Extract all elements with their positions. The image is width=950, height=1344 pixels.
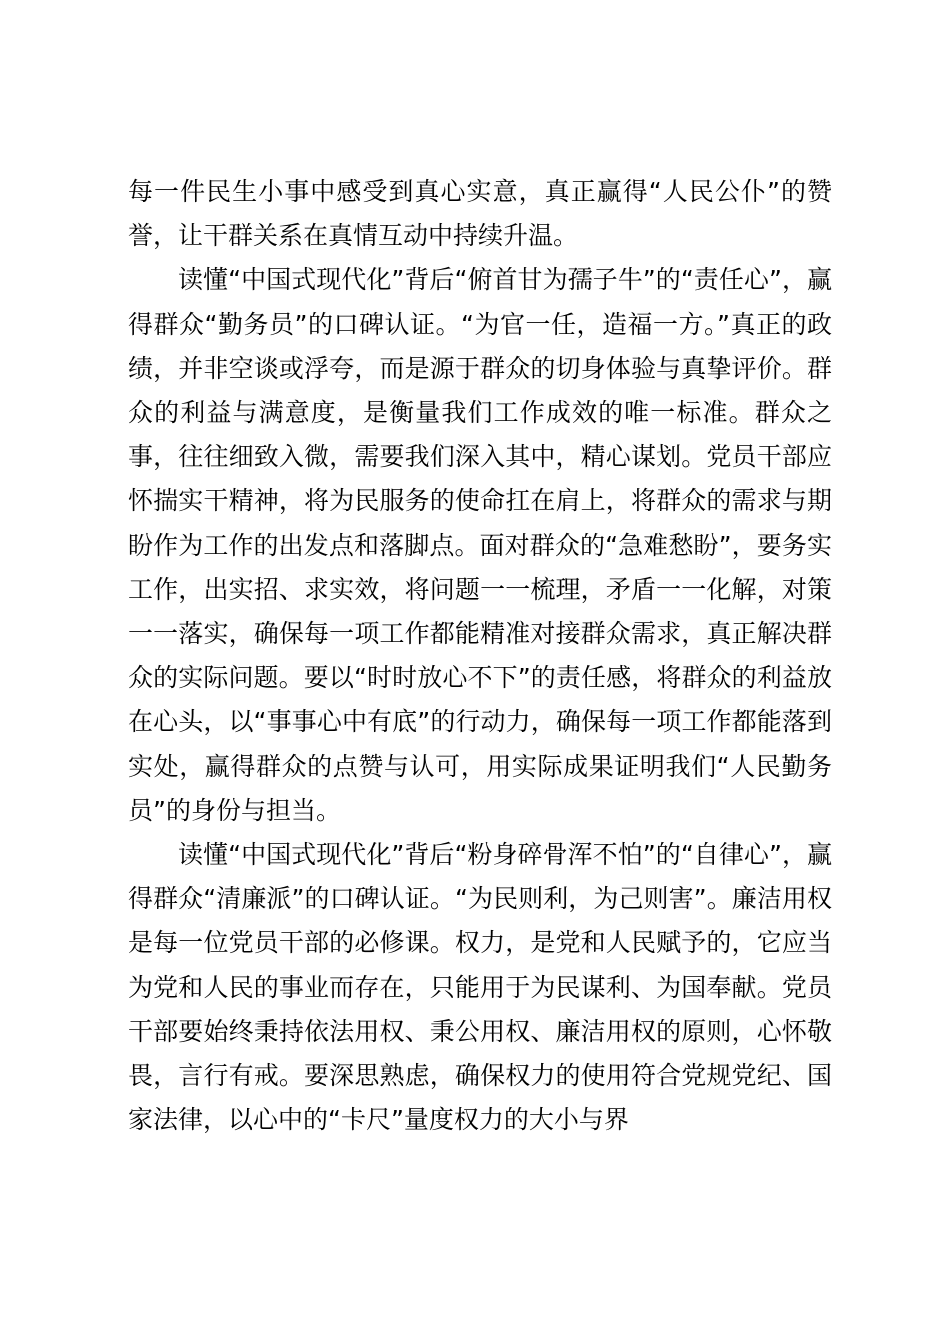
body-text [128,170,832,1142]
paragraph-self-discipline: 读懂“中国式现代化”背后“粉身碎骨浑不怕”的“自律心”，赢得群众“清廉派”的口碑认证。“为民则利，为己则害”。廉洁用权是每一位党员干部的必修课。权力，是党和人民赋予的，它应当为党和人民的事业而存在，只能用于为民谋利、为国奉献。党员干部要始终秉持依法用权、秉公用权、廉洁用权的原则，心怀敬畏，言行有戒。要深思熟虑，确保权力的使用符合党规党纪、国家法律，以心中的“卡尺”量度权力的大小与界 [128,840,832,1135]
paragraph-responsibility: 读懂“中国式现代化”背后“俯首甘为孺子牛”的“责任心”，赢得群众“勤务员”的口碑认证。“为官一任，造福一方。”真正的政绩，并非空谈或浮夸，而是源于群众的切身体验与真挚评价。群众的利益与满意度，是衡量我们工作成效的唯一标准。群众之事，往往细致入微，需要我们深入其中，精心谋划。党员干部应怀揣实干精神，将为民服务的使命扛在肩上，将群众的需求与期盼作为工作的出发点和落脚点。面对群众的“急难愁盼”，要务实工作，出实招、求实效，将问题一一梳理，矛盾一一化解，对策一一落实，确保每一项工作都能精准对接群众需求，真正解决群众的实际问题。要以“时时放心不下”的责任感，将群众的利益放在心头，以“事事心中有底”的行动力，确保每一项工作都能落到实处，赢得群众的点赞与认可，用实际成果证明我们“人民勤务员”的身份与担当。 [128,265,832,825]
paragraph-continuation: 每一件民生小事中感受到真心实意，真正赢得“人民公仆”的赞誉，让干群关系在真情互动中持续升温。 [128,177,832,251]
